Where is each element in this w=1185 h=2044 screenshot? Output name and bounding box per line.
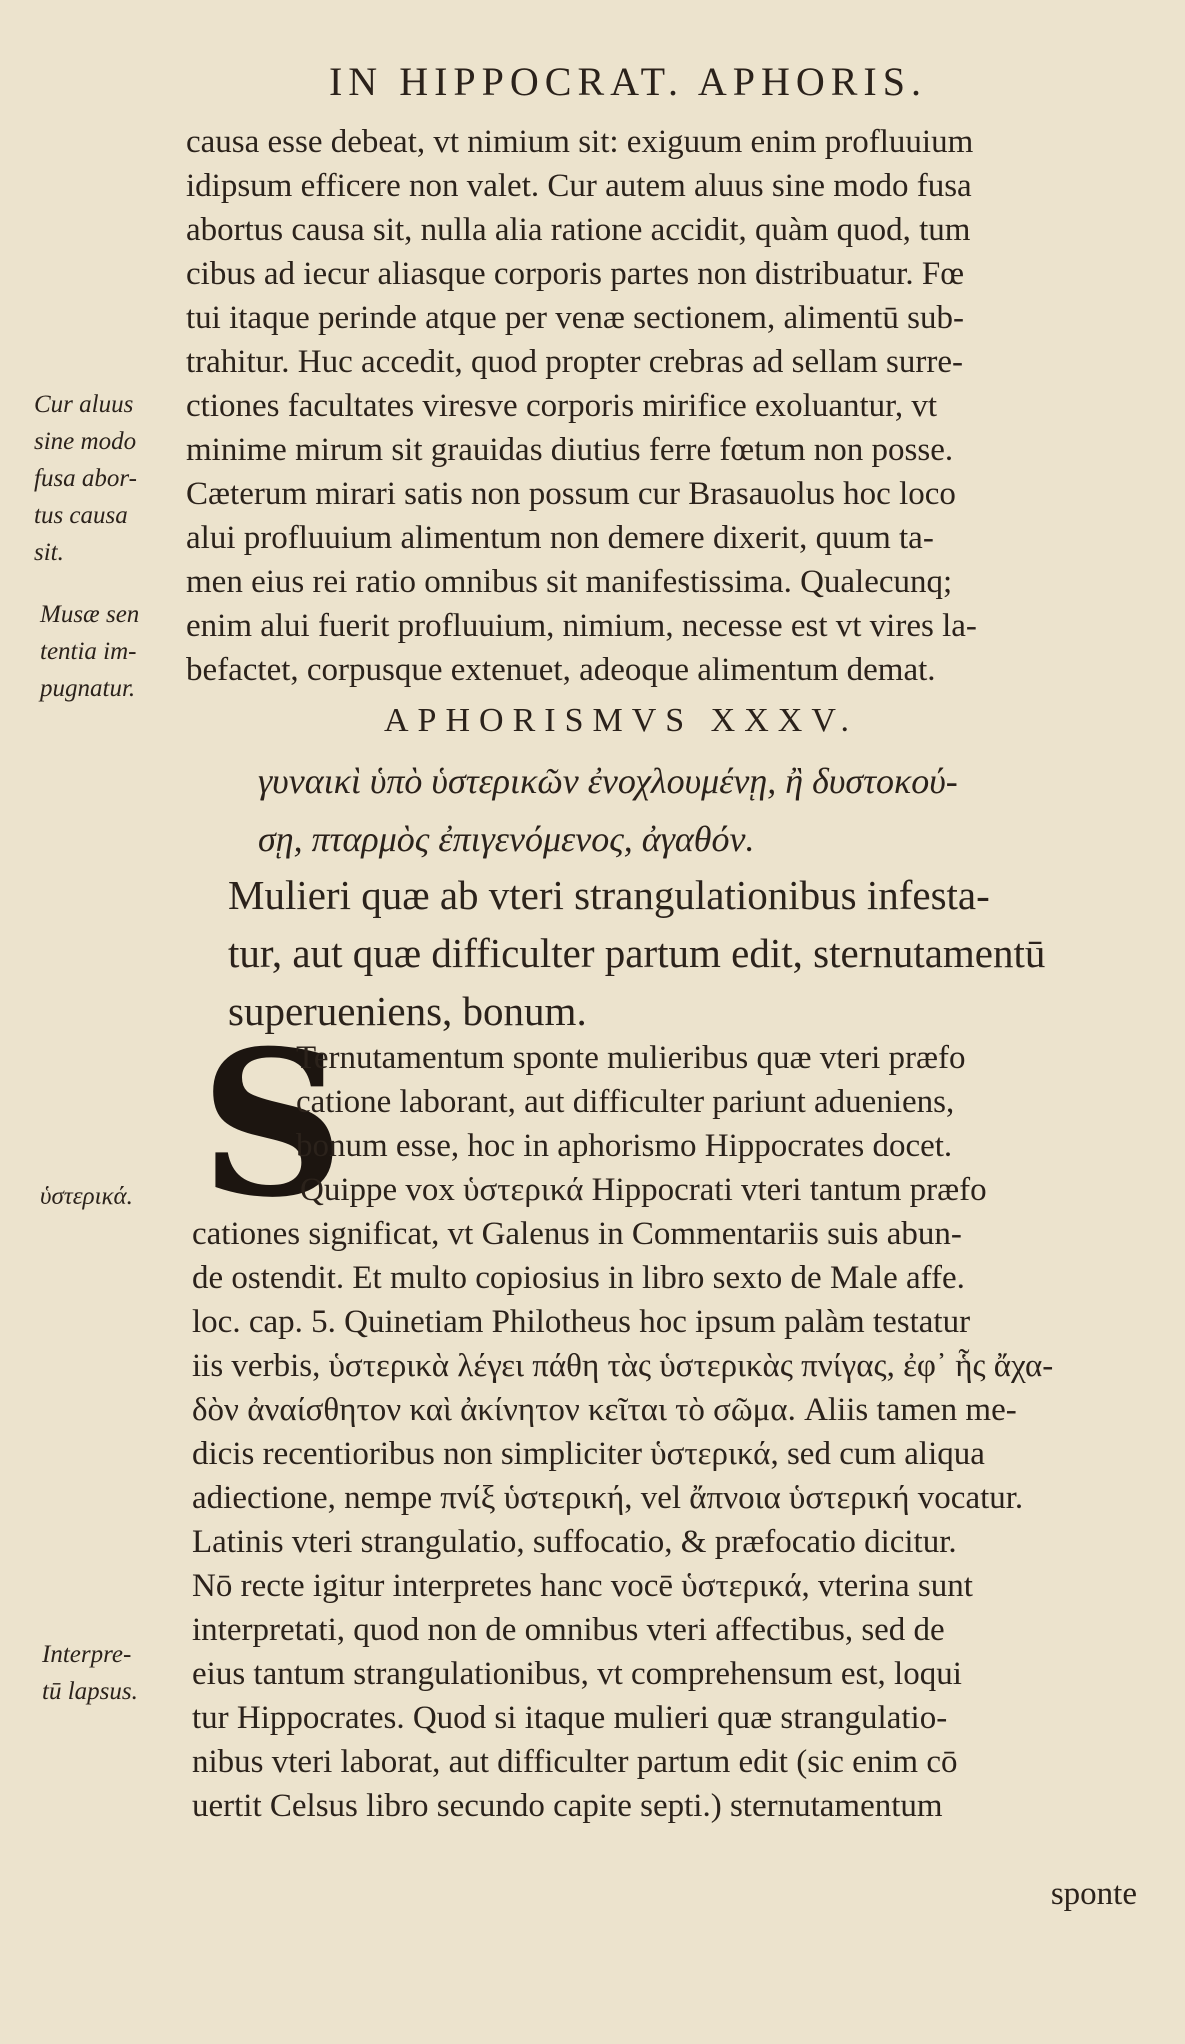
text-line: bonum esse, hoc in aphorismo Hippocrates docet.	[296, 1128, 953, 1164]
margin-line: pugnatur.	[40, 675, 136, 702]
margin-line: tus causa	[34, 502, 128, 529]
greek-line: γυναικὶ ὑπὸ ὑστερικῶν ἐνοχλουμένῃ, ἢ δυστοκού-	[258, 761, 958, 801]
latin-line: Mulieri quæ ab vteri strangulationibus infesta-	[228, 872, 990, 918]
text-line: iis verbis, ὑστερικὰ λέγει πάθη τὰς ὑστερικὰς πνίγας, ἐφ᾽ ἧς ἄχα-	[192, 1348, 1054, 1384]
margin-line: fusa abor-	[34, 465, 137, 492]
text-line: Ternutamentum sponte mulieribus quæ vteri præfo	[296, 1040, 966, 1076]
text-line: catione laborant, aut difficulter pariunt adueniens,	[296, 1084, 955, 1120]
text-line: δὸν ἀναίσθητον καὶ ἀκίνητον κεῖται τὸ σῶμα. Aliis tamen me-	[192, 1392, 1017, 1428]
latin-line: tur, aut quæ difficulter partum edit, sternutamentū	[228, 930, 1046, 976]
margin-line: tentia im-	[40, 638, 137, 665]
text-line: ctiones facultates viresve corporis mirifice exoluantur, vt	[186, 388, 937, 424]
aphorism-title: APHORISMVS XXXV.	[384, 702, 859, 739]
latin-aphorism	[228, 866, 1148, 1040]
text-line: alui profluuium alimentum non demere dixerit, quum ta-	[186, 520, 934, 556]
margin-line: sit.	[34, 539, 64, 566]
greek-aphorism	[258, 752, 1138, 868]
text-line: dicis recentioribus non simpliciter ὑστερικά, sed cum aliqua	[192, 1436, 985, 1472]
margin-line: sine modo	[34, 428, 137, 455]
margin-line: tū lapsus.	[42, 1678, 138, 1705]
text-line: abortus causa sit, nulla alia ratione accidit, quàm quod, tum	[186, 212, 971, 248]
margin-note-interpretum	[42, 1636, 192, 1710]
text-line: eius tantum strangulationibus, vt comprehensum est, loqui	[192, 1656, 962, 1692]
text-line: men eius rei ratio omnibus sit manifestissima. Qualecunq;	[186, 564, 953, 600]
text-line: cationes significat, vt Galenus in Commentariis suis abun-	[192, 1216, 962, 1252]
catchword: sponte	[1050, 1876, 1137, 1912]
text-line: enim alui fuerit profluuium, nimium, necesse est vt vires la-	[186, 608, 977, 644]
text-line: idipsum efficere non valet. Cur autem aluus sine modo fusa	[186, 168, 972, 204]
text-line: Latinis vteri strangulatio, suffocatio, & præfocatio dicitur.	[192, 1524, 957, 1560]
text-line: trahitur. Huc accedit, quod propter crebras ad sellam surre-	[186, 344, 964, 380]
text-line: causa esse debeat, vt nimium sit: exiguum enim profluuium	[186, 124, 974, 160]
top-paragraph	[186, 120, 1146, 692]
text-line: Quippe vox ὑστερικά Hippocrati vteri tantum præfo	[300, 1172, 987, 1208]
text-line: uertit Celsus libro secundo capite septi.) sternutamentum	[192, 1788, 943, 1824]
dropcap-initial: S	[200, 1007, 345, 1242]
greek-line: σῃ, πταρμὸς ἐπιγενόμενος, ἀγαθόν.	[258, 819, 755, 859]
margin-line: Interpre-	[42, 1641, 132, 1668]
margin-note-hysterika	[40, 1178, 190, 1215]
latin-line: superueniens, bonum.	[228, 988, 587, 1034]
margin-line: ὑστερικά.	[40, 1183, 133, 1210]
running-head: IN HIPPOCRAT. APHORIS.	[328, 59, 927, 104]
text-line: tui itaque perinde atque per venæ sectionem, alimentū sub-	[186, 300, 965, 336]
text-line: adiectione, nempe πνίξ ὑστερική, vel ἄπνοια ὑστερική vocatur.	[192, 1480, 1024, 1516]
margin-note-aluus	[34, 386, 184, 571]
margin-line: Cur aluus	[34, 391, 134, 418]
text-line: Cæterum mirari satis non possum cur Brasauolus hoc loco	[186, 476, 956, 512]
commentary-dropcap-lines	[296, 1036, 1146, 1168]
commentary-body	[192, 1168, 1146, 1828]
text-line: nibus vteri laborat, aut difficulter partum edit (sic enim cō	[192, 1744, 958, 1780]
text-line: interpretati, quod non de omnibus vteri affectibus, sed de	[192, 1612, 945, 1648]
text-line: cibus ad iecur aliasque corporis partes non distribuatur. Fœ	[186, 256, 965, 292]
text-line: minime mirum sit grauidas diutius ferre fœtum non posse.	[186, 432, 954, 468]
text-line: tur Hippocrates. Quod si itaque mulieri quæ strangulatio-	[192, 1700, 948, 1736]
text-line: Nō recte igitur interpretes hanc vocē ὑστερικά, vterina sunt	[192, 1568, 973, 1604]
text-line: befactet, corpusque extenuet, adeoque alimentum demat.	[186, 652, 936, 688]
text-line: de ostendit. Et multo copiosius in libro sexto de Male affe.	[192, 1260, 965, 1296]
text-line: loc. cap. 5. Quinetiam Philotheus hoc ipsum palàm testatur	[192, 1304, 971, 1340]
margin-note-musa	[40, 596, 190, 707]
margin-line: Musæ sen	[40, 601, 140, 628]
